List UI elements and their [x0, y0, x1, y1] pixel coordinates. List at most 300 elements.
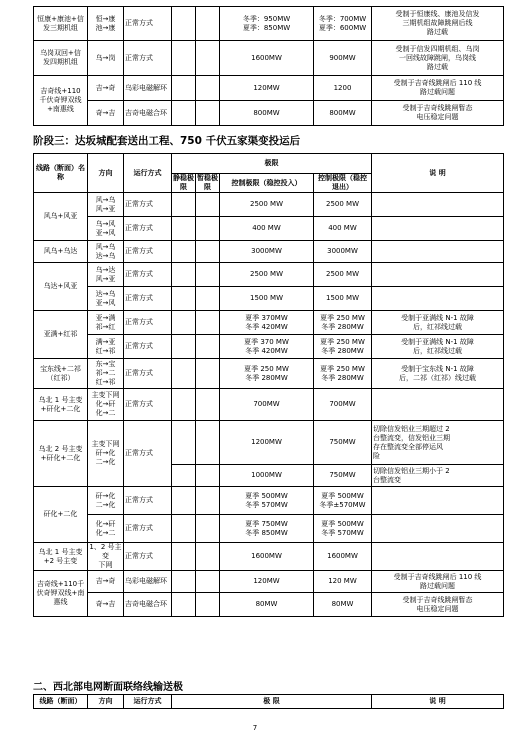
- section2-header-table: [33, 694, 504, 709]
- direction-cell-line: 亚→满: [95, 313, 116, 322]
- direction-cell-line: 化→矸: [95, 519, 116, 528]
- direction-cell-line: 二→化: [95, 500, 116, 509]
- ctrl-out-cell-line: 夏季 250 MW: [320, 313, 365, 322]
- note-cell-line: 台整流变: [373, 475, 401, 484]
- direction-cell-line: 亚→风: [95, 298, 116, 307]
- transient-limit-cell: [196, 193, 220, 217]
- mode-cell: 正常方式: [124, 311, 172, 335]
- ctrl-in-cell-line: 夏季：850MW: [242, 23, 291, 32]
- transient-limit-cell: [196, 217, 220, 241]
- static-limit-cell: [172, 335, 196, 359]
- ctrl-in-cell-line: 夏季 750MW: [245, 519, 288, 528]
- line-name-cell: 亚满+红祁: [34, 311, 88, 359]
- line-name-cell: 乌北 2 号主变+矸化+二化: [34, 421, 88, 487]
- static-limit-cell: [172, 263, 196, 287]
- direction-cell: [88, 287, 124, 311]
- line-name-cell: 矸化+二化: [34, 487, 88, 543]
- note-cell-line: 路过载: [427, 62, 448, 71]
- direction-cell-line: 东→宝: [95, 360, 116, 368]
- mode-cell: 正常方式: [124, 263, 172, 287]
- direction-cell-line: 1、2 号主变: [89, 543, 122, 560]
- direction-cell-line: 主变下网: [91, 391, 120, 399]
- ctrl-out-cell-line: 400 MW: [328, 224, 357, 232]
- line-name-cell: [34, 41, 88, 76]
- ctrl-out-cell-line: 900MW: [329, 53, 356, 62]
- table-row: [34, 359, 504, 389]
- transient-limit-cell: [196, 287, 220, 311]
- table-row: [34, 389, 504, 421]
- direction-cell: [88, 543, 124, 571]
- transient-limit-cell: [196, 359, 220, 389]
- ctrl-in-cell: [220, 217, 314, 241]
- ctrl-in-cell: [220, 76, 314, 101]
- ctrl-in-cell-line: 80MW: [255, 600, 278, 608]
- static-limit-cell: [172, 7, 196, 41]
- table-row: [34, 41, 504, 76]
- static-limit-cell: [172, 76, 196, 101]
- line-name-cell-line: 千伏奇钾双线: [39, 96, 82, 104]
- mode-cell: 正常方式: [124, 515, 172, 543]
- header-mode: 运行方式: [124, 154, 172, 193]
- mode-cell: 正常方式: [124, 41, 172, 76]
- mode-cell: 吉奇电磁合环: [124, 593, 172, 617]
- ctrl-in-cell: [220, 389, 314, 421]
- direction-cell-line: 满→亚: [95, 337, 116, 346]
- mode-cell: 正常方式: [124, 217, 172, 241]
- mode-cell: 正常方式: [124, 421, 172, 487]
- ctrl-out-cell: [314, 41, 372, 76]
- s2-header-note: 说 明: [372, 695, 504, 709]
- stage3-limits-table: [33, 153, 504, 617]
- s2-header-direction: 方向: [88, 695, 124, 709]
- direction-cell: [88, 76, 124, 101]
- ctrl-out-cell-line: 1500 MW: [325, 294, 359, 302]
- ctrl-in-cell-line: 120MW: [253, 577, 280, 585]
- note-cell-line: 电压稳定问题: [416, 604, 459, 613]
- ctrl-out-cell-line: 夏季 250 MW: [320, 364, 365, 373]
- note-cell-line: 路过载: [427, 28, 448, 36]
- note-cell-line: 后，红祁线过载: [413, 322, 462, 331]
- line-name-cell-line: 乌岗双回+信: [40, 49, 81, 57]
- header-note: 说 明: [372, 154, 504, 193]
- ctrl-out-cell-line: 冬季±570MW: [319, 500, 366, 509]
- direction-cell-line: 池→康: [95, 23, 116, 32]
- static-limit-cell: [172, 543, 196, 571]
- mode-cell: 正常方式: [124, 389, 172, 421]
- ctrl-in-cell-line: 700MW: [253, 400, 280, 408]
- ctrl-in-cell-line: 冬季 570MW: [245, 500, 288, 509]
- mode-cell: 正常方式: [124, 7, 172, 41]
- line-name-cell: [34, 7, 88, 41]
- note-cell: [372, 217, 504, 241]
- direction-cell: [88, 593, 124, 617]
- ctrl-out-cell: [314, 359, 372, 389]
- note-cell-line: 受制于亚满线 N-1 故障: [401, 337, 474, 346]
- ctrl-in-cell: [220, 311, 314, 335]
- note-cell-line: 台整流变，信发铝业三期: [373, 433, 450, 442]
- static-limit-cell: [172, 571, 196, 593]
- static-limit-cell: [172, 515, 196, 543]
- ctrl-in-cell-line: 冬季 420MW: [245, 346, 288, 355]
- line-name-cell: [34, 76, 88, 126]
- ctrl-in-cell-line: 800MW: [253, 108, 280, 117]
- transient-limit-cell: [196, 421, 220, 465]
- note-cell: [372, 7, 504, 41]
- ctrl-in-cell-line: 120MW: [253, 83, 280, 92]
- ctrl-in-cell-line: 冬季：950MW: [242, 14, 291, 23]
- direction-cell: [88, 101, 124, 126]
- stage2-limits-table: [33, 6, 504, 126]
- line-name-cell-line: 恒康+康池+信: [37, 14, 84, 23]
- header-ctrl-in: 控制极限（稳控投入）: [220, 174, 314, 193]
- note-cell-line: 路过载问题: [420, 88, 455, 96]
- ctrl-out-cell-line: 80MW: [331, 600, 354, 608]
- table-row: [34, 193, 504, 217]
- direction-cell-line: 乌→达: [95, 265, 116, 274]
- table-row: [34, 515, 504, 543]
- ctrl-in-cell-line: 2500 MW: [249, 200, 283, 208]
- direction-cell: [88, 193, 124, 217]
- note-cell-line: 受制于宝东线 N-1 故障: [401, 364, 474, 373]
- transient-limit-cell: [196, 593, 220, 617]
- direction-cell-line: 化→二: [95, 409, 116, 417]
- transient-limit-cell: [196, 263, 220, 287]
- ctrl-out-cell-line: 800MW: [329, 108, 356, 117]
- note-cell: [372, 359, 504, 389]
- table-row: [34, 287, 504, 311]
- table-row: [34, 543, 504, 571]
- ctrl-in-cell-line: 1600MW: [251, 53, 282, 62]
- page-number: 7: [252, 724, 258, 732]
- note-cell-line: 后，二祁（红祁）线过载: [399, 373, 476, 382]
- ctrl-in-cell: [220, 41, 314, 76]
- ctrl-out-cell-line: 1200: [333, 83, 352, 92]
- mode-cell: 正常方式: [124, 287, 172, 311]
- ctrl-out-cell: [314, 335, 372, 359]
- direction-cell-line: 乌→风: [95, 219, 116, 228]
- static-limit-cell: [172, 311, 196, 335]
- ctrl-in-cell-line: 1200MW: [251, 438, 282, 446]
- direction-cell: [88, 421, 124, 487]
- ctrl-out-cell: [314, 193, 372, 217]
- note-cell: [372, 311, 504, 335]
- ctrl-in-cell: [220, 335, 314, 359]
- direction-cell: [88, 311, 124, 335]
- table-row: [34, 487, 504, 515]
- note-cell: [372, 421, 504, 465]
- ctrl-out-cell-line: 夏季：600MW: [318, 23, 367, 32]
- direction-cell: [88, 241, 124, 263]
- direction-cell-line: 奇→吉: [95, 600, 116, 608]
- ctrl-in-cell: [220, 543, 314, 571]
- s2-header-line: 线路（断面）: [34, 695, 88, 709]
- header-limit: 极限: [172, 154, 372, 174]
- ctrl-out-cell: [314, 217, 372, 241]
- ctrl-in-cell-line: 冬季 280MW: [245, 373, 288, 382]
- table-row: [34, 311, 504, 335]
- ctrl-in-cell: [220, 515, 314, 543]
- transient-limit-cell: [196, 465, 220, 487]
- ctrl-in-cell: [220, 7, 314, 41]
- transient-limit-cell: [196, 571, 220, 593]
- ctrl-out-cell-line: 夏季 250 MW: [320, 337, 365, 346]
- ctrl-out-cell: [314, 543, 372, 571]
- direction-cell-line: 奇→吉: [95, 108, 116, 117]
- ctrl-in-cell-line: 冬季 420MW: [245, 322, 288, 331]
- direction-cell: [88, 487, 124, 515]
- note-cell-line: 切除信发铝业三期超过 2: [373, 424, 450, 433]
- static-limit-cell: [172, 41, 196, 76]
- direction-cell-line: 风→亚: [95, 274, 116, 283]
- ctrl-in-cell: [220, 241, 314, 263]
- mode-cell: 正常方式: [124, 543, 172, 571]
- header-line-name: 线路（断面）名称: [34, 154, 88, 193]
- direction-cell-line: 化→矸: [95, 400, 116, 408]
- mode-cell: 正常方式: [124, 487, 172, 515]
- ctrl-out-cell-line: 冬季 570MW: [321, 528, 364, 537]
- direction-cell-line: 恒→康: [95, 14, 116, 23]
- table-row: [34, 241, 504, 263]
- note-cell: [372, 76, 504, 101]
- ctrl-out-cell-line: 750MW: [329, 438, 356, 446]
- note-cell-line: 后，红祁线过载: [413, 346, 462, 355]
- transient-limit-cell: [196, 7, 220, 41]
- note-cell: [372, 101, 504, 126]
- note-cell: [372, 41, 504, 76]
- ctrl-in-cell: [220, 421, 314, 465]
- note-cell-line: 路过载问题: [420, 581, 455, 590]
- ctrl-in-cell: [220, 571, 314, 593]
- mode-cell: 正常方式: [124, 359, 172, 389]
- direction-cell-line: 亚→风: [95, 228, 116, 237]
- ctrl-in-cell: [220, 287, 314, 311]
- ctrl-out-cell: [314, 7, 372, 41]
- static-limit-cell: [172, 421, 196, 465]
- ctrl-in-cell: [220, 193, 314, 217]
- transient-limit-cell: [196, 389, 220, 421]
- ctrl-out-cell-line: 3000MW: [327, 247, 358, 255]
- direction-cell: [88, 571, 124, 593]
- ctrl-out-cell-line: 冬季 280MW: [321, 322, 364, 331]
- line-name-cell: 乌北 1 号主变+2 号主变: [34, 543, 88, 571]
- direction-cell-line: 达→乌: [95, 251, 116, 260]
- direction-cell-line: 矸→化: [95, 449, 116, 457]
- ctrl-out-cell: [314, 571, 372, 593]
- direction-cell-line: 风→乌: [95, 242, 116, 251]
- ctrl-in-cell-line: 3000MW: [251, 247, 282, 255]
- ctrl-in-cell-line: 1500 MW: [249, 294, 283, 302]
- ctrl-out-cell: [314, 263, 372, 287]
- note-cell-line: 存在整流变全部停运风: [373, 442, 443, 451]
- ctrl-out-cell: [314, 487, 372, 515]
- table-row: [34, 421, 504, 465]
- note-cell: [372, 465, 504, 487]
- table-row: [34, 101, 504, 126]
- ctrl-out-cell: [314, 593, 372, 617]
- transient-limit-cell: [196, 101, 220, 126]
- table-row: [34, 593, 504, 617]
- direction-cell: [88, 217, 124, 241]
- note-cell: [372, 571, 504, 593]
- transient-limit-cell: [196, 543, 220, 571]
- static-limit-cell: [172, 287, 196, 311]
- transient-limit-cell: [196, 311, 220, 335]
- static-limit-cell: [172, 193, 196, 217]
- line-name-cell: 乌达+风亚: [34, 263, 88, 311]
- static-limit-cell: [172, 389, 196, 421]
- transient-limit-cell: [196, 241, 220, 263]
- ctrl-out-cell: [314, 241, 372, 263]
- note-cell-line: 电压稳定问题: [416, 113, 459, 121]
- ctrl-in-cell: [220, 263, 314, 287]
- s2-header-limit: 极 限: [172, 695, 372, 709]
- mode-cell: 吉奇电磁合环: [124, 101, 172, 126]
- note-cell-line: 受制于吉奇线跳闸后 110 线: [393, 79, 482, 87]
- ctrl-out-cell-line: 冬季 280MW: [321, 346, 364, 355]
- table-row: [34, 217, 504, 241]
- direction-cell-line: 祁→红: [95, 322, 116, 331]
- ctrl-out-cell-line: 700MW: [329, 400, 356, 408]
- note-cell: [372, 287, 504, 311]
- static-limit-cell: [172, 101, 196, 126]
- note-cell: [372, 389, 504, 421]
- mode-cell: 乌彩电磁解环: [124, 76, 172, 101]
- ctrl-in-cell-line: 2500 MW: [249, 270, 283, 278]
- line-name-cell: 宝东线+二祁（红祁）: [34, 359, 88, 389]
- direction-cell-line: 祁→二: [95, 369, 116, 377]
- direction-cell-line: 主变下网: [91, 440, 120, 448]
- note-cell-line: 受制于恒康线、康池及信发: [395, 10, 480, 18]
- direction-cell-line: 二→化: [95, 458, 116, 466]
- ctrl-out-cell: [314, 421, 372, 465]
- direction-cell-line: 下网: [98, 561, 113, 569]
- ctrl-in-cell: [220, 465, 314, 487]
- direction-cell: [88, 389, 124, 421]
- static-limit-cell: [172, 241, 196, 263]
- direction-cell: [88, 359, 124, 389]
- line-name-cell-line: +南惠线: [47, 105, 74, 113]
- mode-cell: 正常方式: [124, 193, 172, 217]
- note-cell: [372, 593, 504, 617]
- direction-cell-line: 吉→奇: [95, 577, 116, 585]
- note-cell-line: 切除信发铝业三期小于 2: [373, 466, 450, 475]
- transient-limit-cell: [196, 487, 220, 515]
- ctrl-out-cell-line: 120 MW: [328, 577, 357, 585]
- note-cell-line: 受制于吉奇线跳闸暂态: [402, 595, 473, 604]
- note-cell: [372, 543, 504, 571]
- direction-cell-line: 吉→奇: [95, 83, 116, 92]
- direction-cell: [88, 263, 124, 287]
- note-cell: [372, 335, 504, 359]
- ctrl-in-cell: [220, 359, 314, 389]
- direction-cell-line: 达→乌: [95, 289, 116, 298]
- header-transient-limit: 暂稳极限: [197, 174, 218, 191]
- transient-limit-cell: [196, 515, 220, 543]
- direction-cell: [88, 515, 124, 543]
- direction-cell-line: 乌→岗: [95, 53, 116, 62]
- s2-header-mode: 运行方式: [124, 695, 172, 709]
- section-two-title: 二、西北部电网断面联络线输送极: [33, 682, 183, 693]
- table-row: [34, 571, 504, 593]
- mode-cell: 正常方式: [124, 241, 172, 263]
- ctrl-out-cell: [314, 287, 372, 311]
- ctrl-out-cell-line: 750MW: [329, 471, 356, 479]
- mode-cell: 乌彩电磁解环: [124, 571, 172, 593]
- direction-cell-line: 风→亚: [95, 204, 116, 213]
- header-direction: 方向: [88, 154, 124, 193]
- ctrl-out-cell-line: 冬季：700MW: [318, 14, 367, 23]
- ctrl-in-cell-line: 夏季 370 MW: [244, 337, 289, 346]
- line-name-cell-line: 吉奇线+110: [40, 87, 81, 95]
- mode-cell: 正常方式: [124, 335, 172, 359]
- ctrl-in-cell-line: 夏季 370MW: [245, 313, 288, 322]
- note-cell: [372, 487, 504, 515]
- ctrl-in-cell: [220, 487, 314, 515]
- direction-cell-line: 风→乌: [95, 195, 116, 204]
- ctrl-in-cell-line: 夏季 500MW: [245, 491, 288, 500]
- ctrl-out-cell: [314, 389, 372, 421]
- line-name-cell-line: 发三期机组: [43, 23, 78, 32]
- line-name-cell-line: 发四期机组: [43, 58, 78, 66]
- line-name-cell: 风乌+乌达: [34, 241, 88, 263]
- ctrl-in-cell-line: 1000MW: [251, 471, 282, 479]
- ctrl-out-cell-line: 1600MW: [327, 552, 358, 560]
- note-cell-line: 受制于吉奇线跳闸暂态: [402, 104, 473, 112]
- ctrl-out-cell-line: 2500 MW: [325, 270, 359, 278]
- note-cell-line: 三期机组故障跳闸后线: [402, 19, 473, 27]
- ctrl-in-cell: [220, 593, 314, 617]
- note-cell: [372, 241, 504, 263]
- table-row: [34, 7, 504, 41]
- direction-cell-line: 红→祁: [95, 346, 116, 355]
- ctrl-out-cell-line: 夏季 500MW: [321, 519, 364, 528]
- ctrl-in-cell-line: 夏季 250 MW: [244, 364, 289, 373]
- direction-cell-line: 矸→化: [95, 491, 116, 500]
- note-cell-line: 受制于吉奇线跳闸后 110 线: [393, 572, 482, 581]
- note-cell-line: 受制于信发四期机组、乌岗: [395, 44, 480, 53]
- ctrl-in-cell-line: 400 MW: [252, 224, 281, 232]
- ctrl-out-cell: [314, 465, 372, 487]
- line-name-cell: 风乌+风亚: [34, 193, 88, 241]
- table-row: [34, 263, 504, 287]
- transient-limit-cell: [196, 335, 220, 359]
- transient-limit-cell: [196, 41, 220, 76]
- table-row: [34, 76, 504, 101]
- ctrl-out-cell-line: 夏季 500MW: [321, 491, 364, 500]
- note-cell: [372, 263, 504, 287]
- ctrl-out-cell: [314, 311, 372, 335]
- ctrl-out-cell: [314, 76, 372, 101]
- note-cell-line: 一回线故障跳闸，乌岗线: [399, 53, 476, 62]
- direction-cell: [88, 335, 124, 359]
- line-name-cell: 乌北 1 号主变+矸化+二化: [34, 389, 88, 421]
- ctrl-out-cell-line: 2500 MW: [325, 200, 359, 208]
- ctrl-out-cell: [314, 101, 372, 126]
- ctrl-in-cell: [220, 101, 314, 126]
- transient-limit-cell: [196, 76, 220, 101]
- note-cell-line: 险: [373, 451, 380, 460]
- note-cell: [372, 193, 504, 217]
- static-limit-cell: [172, 217, 196, 241]
- table-row: [34, 335, 504, 359]
- header-ctrl-out: 控制极限（稳控退出）: [314, 174, 372, 193]
- static-limit-cell: [172, 359, 196, 389]
- direction-cell-line: 红→祁: [95, 378, 116, 386]
- note-cell-line: 受制于亚满线 N-1 故障: [401, 313, 474, 322]
- direction-cell-line: 化→二: [95, 528, 116, 537]
- note-cell: [372, 515, 504, 543]
- ctrl-out-cell-line: 冬季 280MW: [321, 373, 364, 382]
